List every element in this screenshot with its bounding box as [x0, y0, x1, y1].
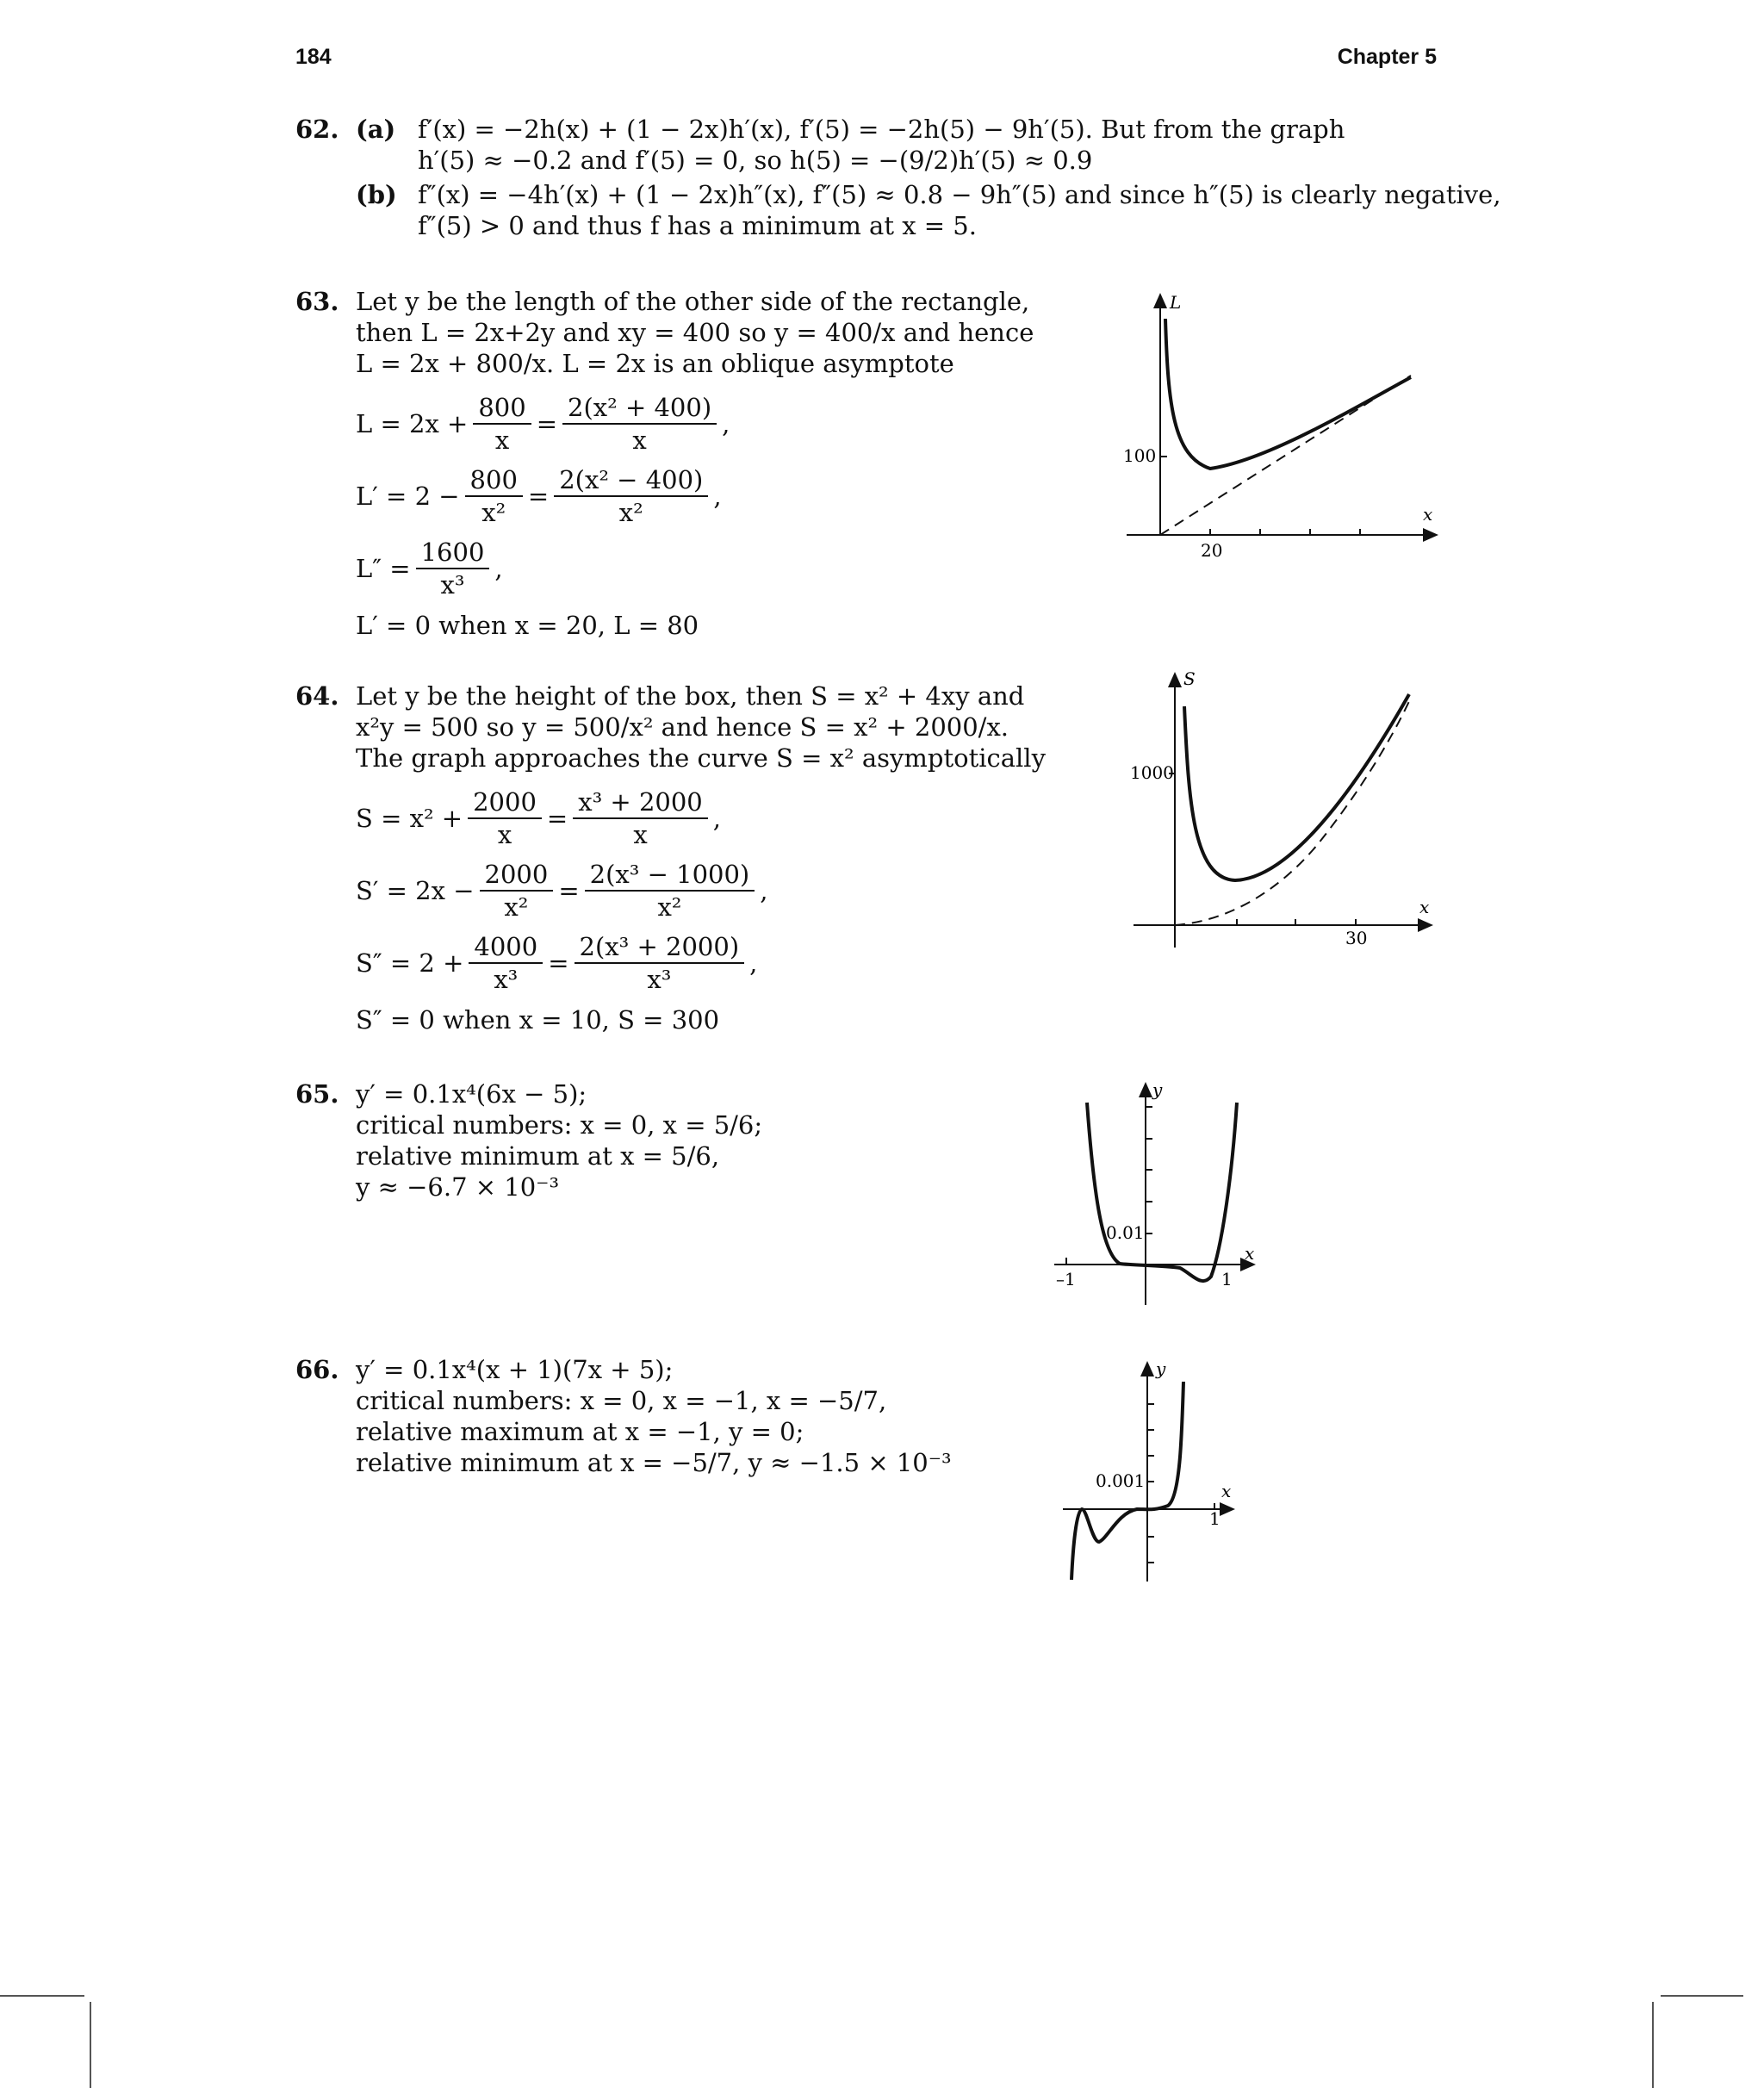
x-tick-label: 30	[1345, 928, 1368, 948]
text-line: x²y = 500 so y = 500/x² and hence S = x² + 2000/x.	[356, 712, 1009, 742]
x-axis-label: x	[1419, 897, 1430, 917]
equation-L: L = 2x + $\frac{800}{x}$ = $\frac{\text{2(x² + 400)}}{x}$ ,	[356, 393, 730, 455]
y-tick-label: 0.001	[1096, 1470, 1146, 1491]
y-tick-label: 0.01	[1106, 1222, 1145, 1243]
chapter-title: Chapter 5	[1337, 45, 1437, 69]
graph-63	[1111, 284, 1456, 569]
text-line: y′ = 0.1x⁴(6x − 5);	[356, 1079, 587, 1109]
graph-64	[1120, 663, 1447, 956]
crop-mark	[0, 1995, 84, 1997]
equation-S: S = x² + $\frac{2000}{x}$ = $\frac{\text{x³ + 2000}}{x}$ ,	[356, 787, 721, 849]
y-tick-label: 1000	[1130, 762, 1174, 783]
y-axis-label: S	[1183, 668, 1196, 689]
result-line: S″ = 0 when x = 10, S = 300	[356, 1005, 720, 1035]
equation-S-double-prime: S″ = 2 + $\frac{4000}{\text{x³}}$ = $\frac{\text{2(x³ + 2000)}}{\text{x³}}$ ,	[356, 932, 758, 994]
text-line: relative minimum at x = −5/7, y ≈ −1.5 × 10⁻³	[356, 1448, 952, 1477]
x-tick-label: 20	[1201, 540, 1223, 561]
problem-number: 66.	[295, 1355, 339, 1384]
text-line: The graph approaches the curve S = x² asymptotically	[356, 743, 1046, 773]
x-axis-label: x	[1245, 1243, 1255, 1264]
text-line: relative maximum at x = −1, y = 0;	[356, 1417, 804, 1446]
problem-number: 65.	[295, 1079, 339, 1109]
text-line: L = 2x + 800/x. L = 2x is an oblique asymptote	[356, 349, 954, 378]
text-line: Let y be the height of the box, then S = x² + 4xy and	[356, 681, 1025, 711]
y-ticks	[1147, 1404, 1154, 1563]
equation-L-double-prime: L″ = $\frac{1600}{\text{x³}}$ ,	[356, 538, 503, 600]
x-ticks	[1237, 919, 1356, 925]
part-label-a: (a)	[356, 115, 396, 144]
y-axis-label: L	[1170, 292, 1182, 313]
graph-65	[1042, 1077, 1275, 1309]
x-tick-label-positive: 1	[1221, 1269, 1233, 1289]
y-axis-label: y	[1156, 1358, 1166, 1379]
problem-number: 62.	[295, 115, 339, 144]
problem-number: 63.	[295, 287, 339, 316]
curve-65	[1087, 1103, 1237, 1281]
equation-L-prime: L′ = 2 − $\frac{800}{\text{x²}}$ = $\frac{\text{2(x² − 400)}}{\text{x²}}$ ,	[356, 465, 722, 527]
page-number: 184	[295, 45, 332, 69]
x-axis-label: x	[1221, 1481, 1232, 1501]
text-line: then L = 2x+2y and xy = 400 so y = 400/x and hence	[356, 318, 1034, 347]
part-a-line-2: h′(5) ≈ −0.2 and f′(5) = 0, so h(5) = −(9/2)h′(5) ≈ 0.9	[418, 146, 1093, 175]
problem-number: 64.	[295, 681, 339, 711]
part-b-line-2: f″(5) > 0 and thus f has a minimum at x = 5.	[418, 211, 977, 240]
graph-66	[1051, 1352, 1249, 1585]
y-ticks	[1146, 1107, 1152, 1234]
x-axis-label: x	[1423, 504, 1433, 525]
y-tick-label: 100	[1123, 445, 1157, 466]
part-a-line-1: f′(x) = −2h(x) + (1 − 2x)h′(x), f′(5) = −2h(5) − 9h′(5). But from the graph	[418, 115, 1345, 144]
text-line: critical numbers: x = 0, x = 5/6;	[356, 1110, 763, 1140]
curve-L	[1165, 319, 1411, 469]
crop-mark	[90, 2002, 91, 2088]
result-line: L′ = 0 when x = 20, L = 80	[356, 611, 699, 640]
crop-mark	[1652, 2002, 1654, 2088]
part-b-line-1: f″(x) = −4h′(x) + (1 − 2x)h″(x), f″(5) ≈ 0.8 − 9h″(5) and since h″(5) is clearly negative,	[418, 180, 1501, 209]
x-tick-label-negative: –1	[1056, 1269, 1076, 1289]
part-label-b: (b)	[356, 180, 397, 209]
crop-mark	[1661, 1995, 1743, 1997]
asymptote-curve	[1175, 698, 1411, 925]
text-line: relative minimum at x = 5/6,	[356, 1141, 720, 1171]
text-line: Let y be the length of the other side of the rectangle,	[356, 287, 1030, 316]
text-line: y′ = 0.1x⁴(x + 1)(7x + 5);	[356, 1355, 674, 1384]
equation-S-prime: S′ = 2x − $\frac{2000}{\text{x²}}$ = $\frac{\text{2(x³ − 1000)}}{\text{x²}}$ ,	[356, 860, 768, 922]
text-line: critical numbers: x = 0, x = −1, x = −5/7,	[356, 1386, 887, 1415]
y-axis-label: y	[1152, 1079, 1163, 1100]
curve-S	[1184, 694, 1409, 880]
text-line: y ≈ −6.7 × 10⁻³	[356, 1172, 560, 1202]
x-tick-label: 1	[1209, 1508, 1221, 1529]
x-ticks	[1210, 529, 1360, 535]
